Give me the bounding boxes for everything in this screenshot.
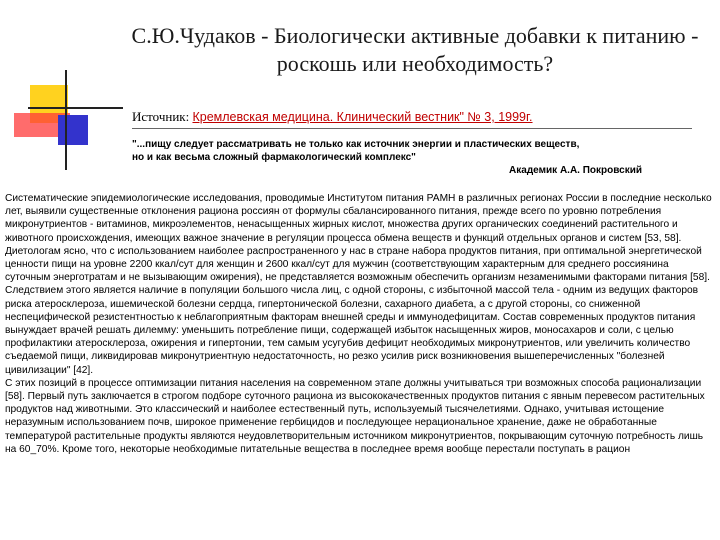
vertical-line-decoration — [65, 70, 67, 170]
source-link[interactable]: Кремлевская медицина. Клинический вестник" № 3, 1999г. — [192, 110, 533, 124]
quote-line: "...пищу следует рассматривать не только как источник энергии и пластических веществ, — [132, 139, 580, 150]
quote-line: но и как весьма сложный фармакологический комплекс" — [132, 152, 416, 163]
paragraph: Следствием этого является наличие в популяции большого числа лиц, с одной стороны, с избыточной массой тела - одним из ведущих факторов риска атеросклероза, ишемической болезни сердца, гипертонической болезни, сахарного диабета, а с другой стороны, со сниженной неспецифической резистентностью к неблагоприятным факторам внешней среды и иммунодефицитам. Состав современных продуктов питания вынуждает врачей решать дилемму: уменьшить потребление пищи, содержащей избыток насыщенных жиров, моносахаров и соли, с целью профилактики атеросклероза, ожирения и гипертонии, тем самым усугубив дефицит необходимых микронутриентов, или увеличить количество съедаемой пищи, ликвидировав микронутриентную недостаточность, но резко усилив риск возникновения вышеперечисленных "болезней цивилизации" [42]. — [5, 285, 699, 376]
paragraph: Диетологам ясно, что с использованием наиболее распространенного у нас в стране набора продуктов питания, при оптимальной энергетической ценности пищи на уровне 2200 ккал/сут для женщин и 2600 ккал/сут для мужчин (соответствующим характерным для среднего россиянина суточным энерготратам и не вызывающим ожирения), не представляется возможным обеспечить организм незаменимыми факторами питания [58]. — [5, 245, 710, 284]
blue-square-decoration — [58, 115, 88, 145]
paragraph: Систематические эпидемиологические исследования, проводимые Институтом питания РАМН в различных регионах России в последние несколько лет, выявили существенные отклонения рациона россиян от формулы сбалансированного питания, прежде всего по уровню потребления микронутриентов - витаминов, микроэлементов, ненасыщенных жирных кислот, множества других органических соединений растительного и животного происхождения, имеющих важное значение в регуляции процесса обмена веществ и функций отдельных органов и систем [53, 58]. — [5, 193, 712, 244]
quote-author: Академик А.А. Покровский — [509, 165, 642, 176]
source-label: Источник: — [132, 109, 193, 124]
article-body — [5, 192, 715, 456]
paragraph: С этих позиций в процессе оптимизации питания населения на современном этапе должны учитываться три возможных способа рационализации [58]. Первый путь заключается в строгом подборе суточного рациона из высококачественных продуктов питания с явным перевесом растительных продуктов над животными. Это классический и наиболее естественный путь, используемый тысячелетиями. Однако, учитывая истощение неразумным использованием почв, широкое применение гербицидов и последующее нерациональное хранение, даже не обработанные температурой растительные продукты являются неудовлетворительным источником микронутриентов, покрывающим суточную потребность лишь на 60_70%. Кроме того, некоторые необходимые питательные вещества в последнее время вообще перестали поступать в рацион — [5, 377, 705, 455]
source-line — [132, 109, 712, 125]
page-title: С.Ю.Чудаков - Биологически активные добавки к питанию - роскошь или необходимость? — [131, 23, 699, 76]
divider — [132, 128, 692, 129]
horizontal-line-decoration — [28, 107, 123, 109]
epigraph-quote — [132, 138, 702, 177]
